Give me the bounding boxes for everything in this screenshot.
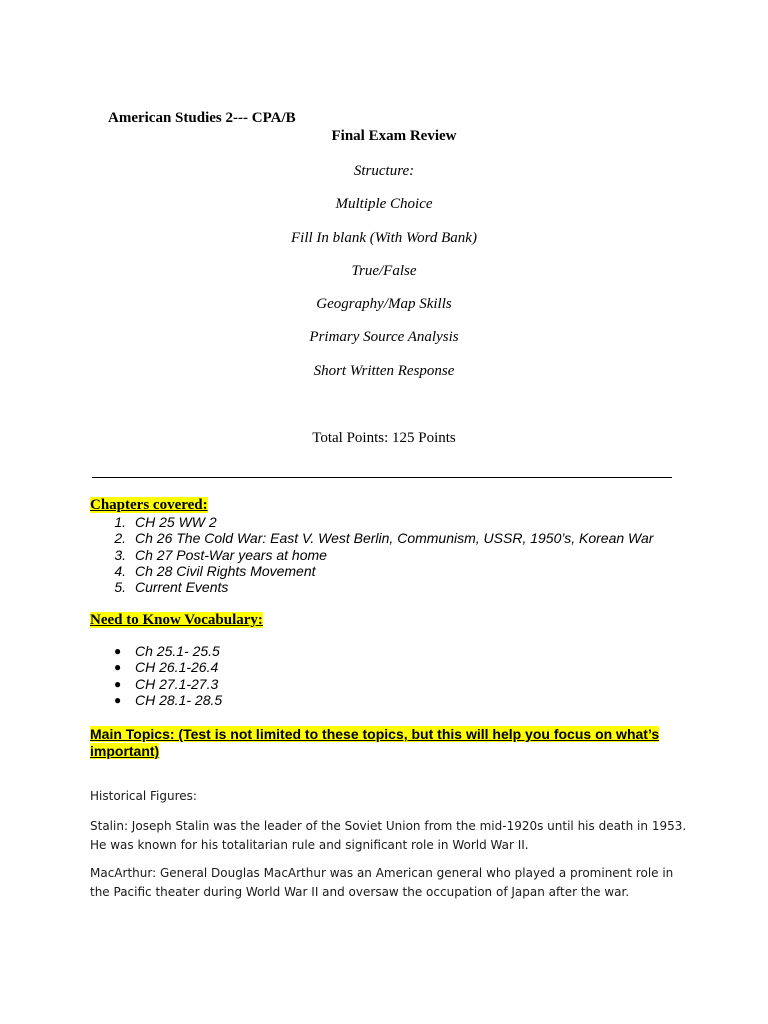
macarthur-paragraph: MacArthur: General Douglas MacArthur was an American general who played a prominent role in the Pacific theater during World War II and oversaw the occupation of Japan after the war. <box>90 866 674 899</box>
list-item-text: Ch 27 Post-War years at home <box>135 546 327 563</box>
list-item-text: CH 26.1-26.4 <box>135 659 219 676</box>
list-item-text: Ch 28 Civil Rights Movement <box>135 562 316 579</box>
list-item-text: Ch 25.1- 25.5 <box>135 643 220 659</box>
list-item <box>90 643 222 659</box>
structure-item: Multiple Choice <box>335 196 433 212</box>
list-number: 1. <box>114 514 126 530</box>
list-item-text: CH 28.1- 28.5 <box>135 691 223 708</box>
structure-item: Geography/Map Skills <box>316 296 452 312</box>
structure-item: True/False <box>351 263 417 279</box>
list-number: 5. <box>114 579 126 596</box>
structure-heading: Structure: <box>353 163 415 179</box>
chapters-list <box>90 514 653 595</box>
list-item <box>90 563 653 579</box>
exam-title: Final Exam Review <box>331 128 457 144</box>
list-item-text: Current Events <box>135 579 229 596</box>
list-item <box>90 692 222 708</box>
main-topics-heading <box>90 726 670 760</box>
list-item <box>90 530 653 546</box>
list-item-text: CH 25 WW 2 <box>135 514 217 530</box>
structure-item: Fill In blank (With Word Bank) <box>291 230 477 246</box>
bullet-icon: ● <box>114 692 122 707</box>
stalin-paragraph: Stalin: Joseph Stalin was the leader of the Soviet Union from the mid-1920s until his death in 1953. He was known for his totalitarian rule and significant role in World War II. <box>90 819 687 852</box>
horizontal-divider <box>92 477 672 478</box>
vocabulary-heading <box>90 611 263 629</box>
list-item-text: CH 27.1-27.3 <box>135 675 219 692</box>
list-item <box>90 579 653 595</box>
bullet-icon: ● <box>114 644 122 658</box>
structure-item: Primary Source Analysis <box>309 329 459 345</box>
list-number: 4. <box>114 562 126 579</box>
total-points: Total Points: 125 Points <box>312 430 456 446</box>
historical-figures-heading: Historical Figures: <box>90 789 197 803</box>
course-title: American Studies 2--- CPA/B <box>108 110 296 126</box>
structure-item: Short Written Response <box>313 363 455 379</box>
vocabulary-list <box>90 643 222 708</box>
vocabulary-heading-text: Need to Know Vocabulary: <box>90 612 263 628</box>
list-item <box>90 659 222 675</box>
chapters-heading-text: Chapters covered: <box>90 497 208 513</box>
bullet-icon: ● <box>114 660 122 675</box>
list-item-text: Ch 26 The Cold War: East V. West Berlin, Communism, USSR, 1950’s, Korean War <box>135 530 654 547</box>
list-number: 3. <box>114 546 126 563</box>
bullet-icon: ● <box>114 676 122 691</box>
list-item <box>90 547 653 563</box>
chapters-heading <box>90 496 208 514</box>
main-topics-heading-text: Main Topics: (Test is not limited to these topics, but this will help you focus on what’s important) <box>90 726 660 759</box>
list-item <box>90 514 653 530</box>
list-number: 2. <box>114 530 126 547</box>
list-item <box>90 676 222 692</box>
